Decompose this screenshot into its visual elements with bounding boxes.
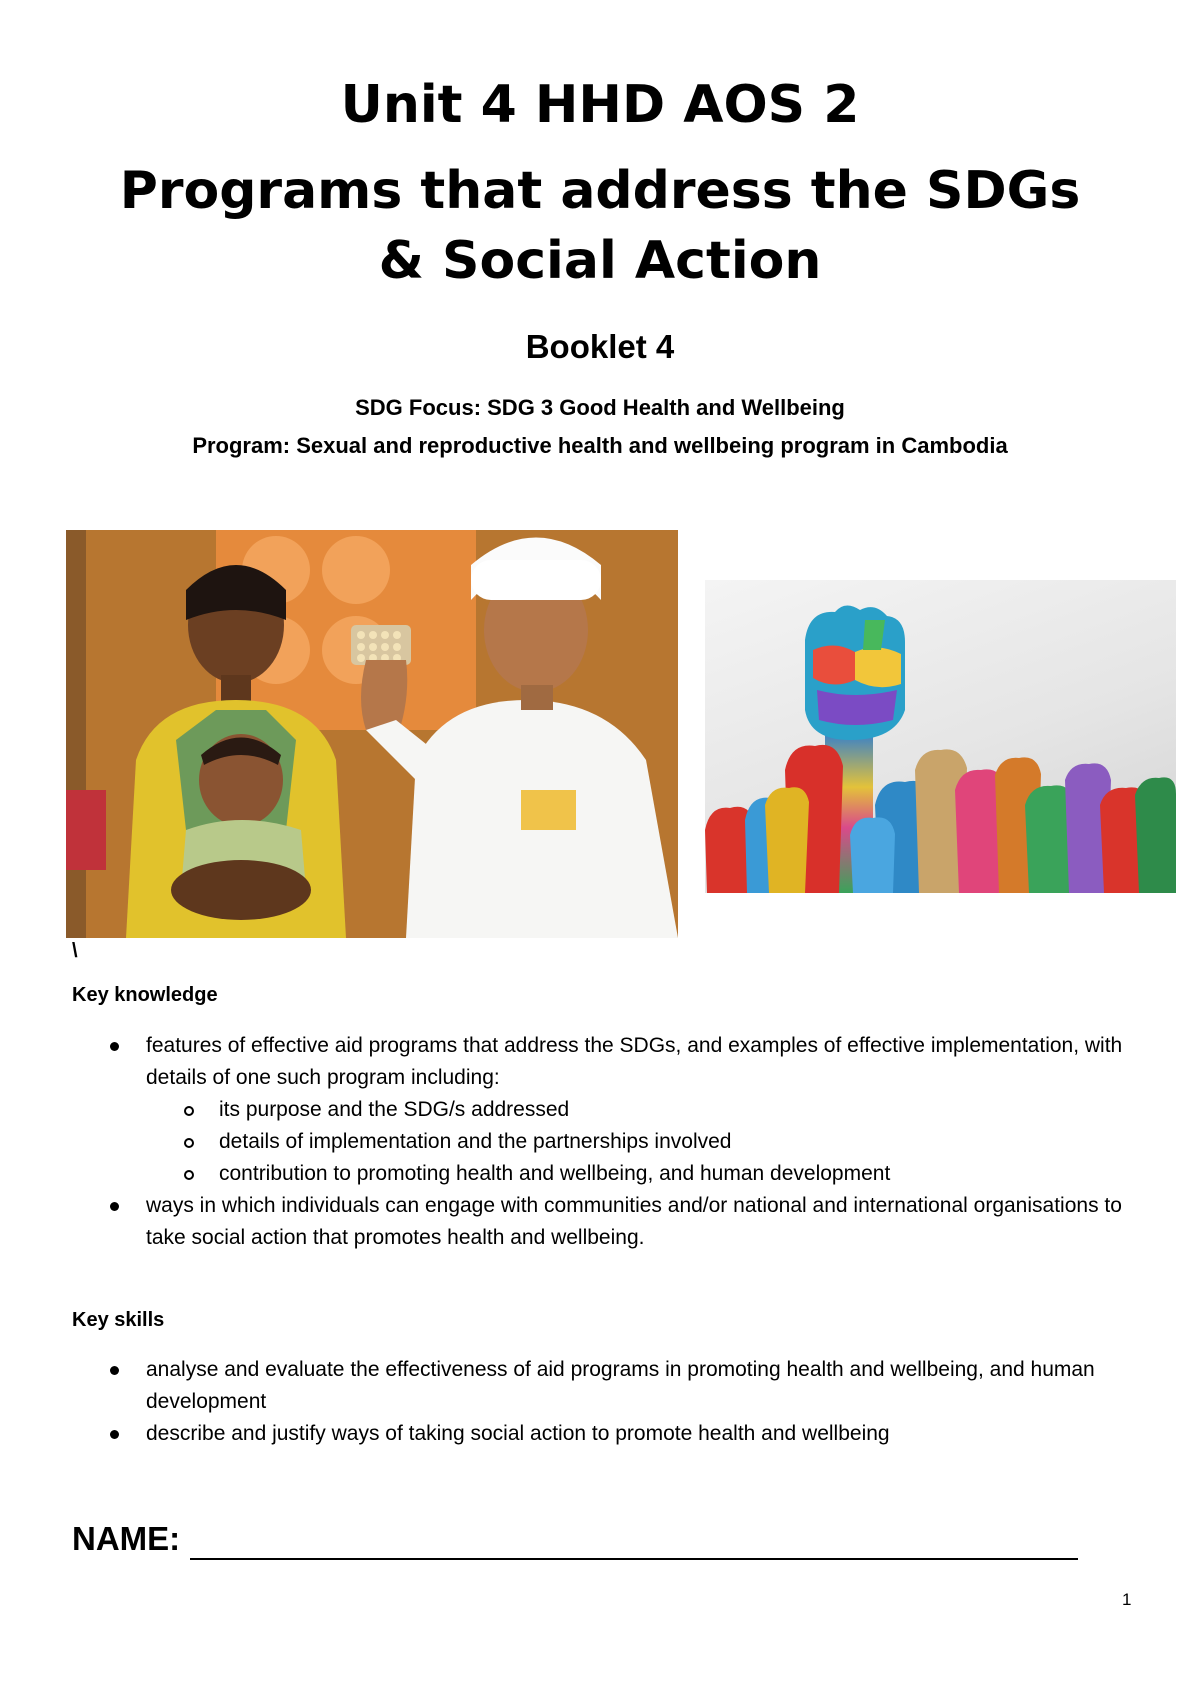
key-knowledge-list — [0, 1030, 1140, 1254]
title-line-1: Unit 4 HHD AOS 2 — [340, 75, 860, 135]
clinic-photo-illustration — [66, 530, 678, 938]
sub-list-item-text: contribution to promoting health and wellbeing, and human development — [219, 1162, 891, 1185]
name-input-line[interactable] — [190, 1558, 1078, 1560]
page-number: 1 — [1122, 1590, 1132, 1609]
list-item — [0, 1354, 1140, 1418]
hollow-bullet-icon — [184, 1170, 194, 1180]
list-item — [0, 1190, 1140, 1254]
list-item-text: analyse and evaluate the effectiveness of aid programs in promoting health and wellbeing, and human development — [146, 1358, 1095, 1413]
list-item — [0, 1418, 1140, 1450]
bullet-icon — [110, 1042, 119, 1051]
title-line-2: Programs that address the SDGs — [119, 161, 1081, 221]
program-name: Program: Sexual and reproductive health and wellbeing program in Cambodia — [192, 433, 1008, 458]
sub-list-item — [0, 1126, 1119, 1158]
list-item — [0, 1030, 1140, 1094]
key-skills-list — [0, 1354, 1140, 1450]
bullet-icon — [110, 1202, 119, 1211]
key-skills-heading: Key skills — [72, 1309, 165, 1331]
clinic-photo — [66, 530, 678, 938]
sdg-focus: SDG Focus: SDG 3 Good Health and Wellbeing — [355, 395, 845, 420]
raised-fists-illustration — [705, 580, 1176, 893]
sub-list-item — [0, 1158, 1119, 1190]
hollow-bullet-icon — [184, 1138, 194, 1148]
sub-list-item-text: its purpose and the SDG/s addressed — [219, 1098, 570, 1121]
stray-backslash: \ — [72, 940, 78, 962]
sub-list-item-text: details of implementation and the partnerships involved — [219, 1130, 732, 1153]
hollow-bullet-icon — [184, 1106, 194, 1116]
bullet-icon — [110, 1366, 119, 1375]
list-item-text: ways in which individuals can engage with communities and/or national and international organisations to take social action that promotes health and wellbeing. — [146, 1194, 1122, 1249]
sub-list-item — [0, 1094, 1119, 1126]
booklet-label: Booklet 4 — [525, 328, 675, 365]
bullet-icon — [110, 1430, 119, 1439]
key-knowledge-heading: Key knowledge — [72, 984, 218, 1006]
raised-fists-photo — [705, 580, 1176, 893]
list-item-text: features of effective aid programs that address the SDGs, and examples of effective implementation, with details of one such program including: — [146, 1034, 1123, 1089]
list-item-text: describe and justify ways of taking social action to promote health and wellbeing — [146, 1422, 890, 1445]
title-line-3: & Social Action — [378, 231, 822, 291]
name-label: NAME: — [72, 1520, 181, 1557]
